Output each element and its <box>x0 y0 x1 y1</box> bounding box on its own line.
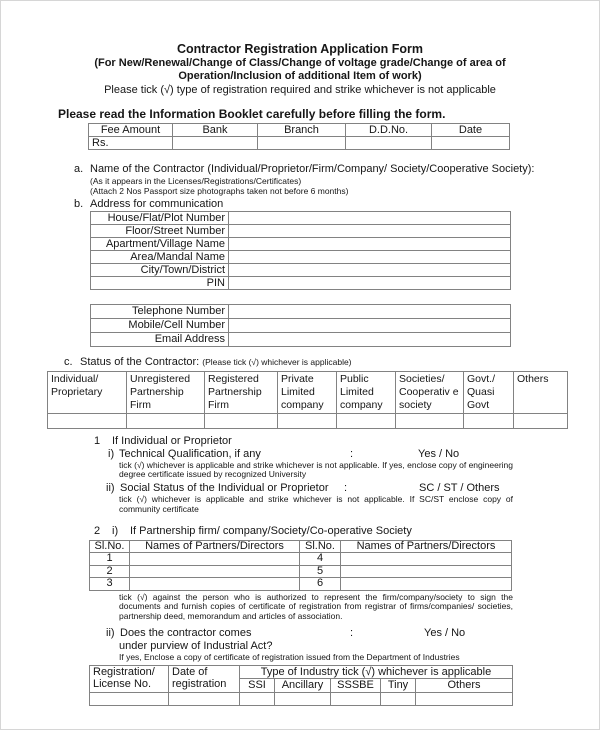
read-booklet-instruction: Please read the Information Booklet carefully before filling the form. <box>58 107 446 121</box>
section-a-heading <box>74 163 542 176</box>
partner-number: 3 <box>90 578 130 591</box>
status-tick-societies <box>396 413 464 428</box>
fee-branch-cell <box>258 137 346 150</box>
contact-input-telephone <box>229 305 511 319</box>
status-table <box>47 371 568 429</box>
fee-ddno-cell <box>346 137 432 150</box>
status-tick-individual <box>48 413 127 428</box>
section-2-sub-label: i) <box>112 524 119 537</box>
address-table <box>90 211 511 290</box>
industry-input-tiny <box>381 692 416 706</box>
item-i-colon: : <box>350 447 354 460</box>
partner-number: 1 <box>90 553 130 566</box>
status-tick-public <box>337 413 396 428</box>
status-header-societies: Societies/ Cooperativ e society <box>396 371 464 413</box>
fee-header-amount: Fee Amount <box>89 124 173 137</box>
contact-row <box>91 305 511 319</box>
section-2-title: If Partnership firm/ company/Society/Co-operative Society <box>130 524 412 537</box>
address-label-apartment: Apartment/Village Name <box>91 238 229 251</box>
address-label-house: House/Flat/Plot Number <box>91 212 229 225</box>
address-label-area: Area/Mandal Name <box>91 251 229 264</box>
fee-header-ddno: D.D.No. <box>346 124 432 137</box>
partner-number: 4 <box>300 553 341 566</box>
item2-ii-line1: Does the contractor comes <box>120 627 252 640</box>
contact-label-mobile: Mobile/Cell Number <box>91 319 229 333</box>
status-header-others: Others <box>514 371 568 413</box>
item2-ii-line2: under purview of Industrial Act? <box>119 640 273 653</box>
status-header-row <box>48 371 568 413</box>
contact-row <box>91 333 511 347</box>
fee-header-branch: Branch <box>258 124 346 137</box>
address-row <box>91 238 511 251</box>
status-tick-unregistered <box>127 413 205 428</box>
partners-tick-note: tick (√) against the person who is authorized to represent the firm/company/society to sign the documents and furnish copies of certificate of registration from registrar of firms/companies/ societies, partnership deed, memorandum and articles of association. <box>119 591 513 622</box>
item-ii-label: ii) <box>106 482 115 495</box>
fee-header-date: Date <box>432 124 510 137</box>
item-i-note: tick (√) whichever is applicable and strike whichever is not applicable. If yes, enclose copy of engineering degree certificate issued by recognized University <box>119 459 513 480</box>
section-a-label: a. <box>74 163 84 175</box>
industry-table <box>89 665 513 707</box>
industry-header-license: Registration/ License No. <box>90 665 169 692</box>
address-label-city: City/Town/District <box>91 264 229 277</box>
industry-input-others <box>416 692 513 706</box>
item2-ii-note: If yes, Enclose a copy of certificate of registration issued from the Department of Industries <box>119 652 460 663</box>
contact-label-telephone: Telephone Number <box>91 305 229 319</box>
industry-subheader-ssi: SSI <box>240 679 275 693</box>
address-input-house <box>229 212 511 225</box>
industry-input-ssi <box>240 692 275 706</box>
section-c-note: (Please tick (√) whichever is applicable) <box>202 357 352 367</box>
tick-instruction: Please tick (√) type of registration required and strike whichever is not applicable <box>104 84 496 96</box>
item-ii-answer: SC / ST / Others <box>419 482 500 495</box>
partners-row <box>90 565 512 578</box>
fee-currency-label: Rs. <box>89 137 173 150</box>
fee-header-bank: Bank <box>173 124 258 137</box>
section-a-note2: (Attach 2 Nos Passport size photographs taken not before 6 months) <box>90 186 349 196</box>
item-ii-colon: : <box>344 482 348 495</box>
status-tick-registered <box>205 413 278 428</box>
item-i-text: Technical Qualification, if any <box>119 447 261 460</box>
industry-input-sssbe <box>331 692 381 706</box>
partner-name-cell <box>130 578 300 591</box>
status-tick-private <box>278 413 337 428</box>
address-row <box>91 225 511 238</box>
section-a-note1: (As it appears in the Licenses/Registrations/Certificates) <box>90 175 302 186</box>
partners-row <box>90 578 512 591</box>
status-tick-govt <box>464 413 514 428</box>
item-ii-text: Social Status of the Individual or Proprietor <box>120 482 329 495</box>
section-2-number: 2 <box>94 524 101 537</box>
item2-ii-answer: Yes / No <box>424 627 466 640</box>
contact-input-mobile <box>229 319 511 333</box>
partner-name-cell <box>341 553 512 566</box>
status-header-registered: Registered Partnership Firm <box>205 371 278 413</box>
section-1-title: If Individual or Proprietor <box>112 434 232 447</box>
section-c-label: c. <box>64 356 73 368</box>
item2-ii-label: ii) <box>106 627 115 640</box>
fee-value-row <box>89 137 510 150</box>
section-1-heading <box>1 435 599 448</box>
industry-input-ancillary <box>275 692 331 706</box>
item-i-label: i) <box>108 447 115 460</box>
industry-header-row-1 <box>90 665 513 679</box>
industry-subheader-sssbe: SSSBE <box>331 679 381 693</box>
question-social-status <box>1 482 599 495</box>
section-2-heading <box>1 525 599 538</box>
address-label-floor: Floor/Street Number <box>91 225 229 238</box>
contact-label-email: Email Address <box>91 333 229 347</box>
partner-name-cell <box>130 553 300 566</box>
status-tick-others <box>514 413 568 428</box>
address-row <box>91 212 511 225</box>
question-industrial-act <box>1 627 599 640</box>
section-b-heading <box>74 197 599 211</box>
fee-table <box>88 123 510 150</box>
address-input-pin <box>229 277 511 290</box>
industry-input-license <box>90 692 169 706</box>
industry-subheader-ancillary: Ancillary <box>275 679 331 693</box>
partners-header-names-right: Names of Partners/Directors <box>341 540 512 553</box>
address-row <box>91 277 511 290</box>
industry-subheader-tiny: Tiny <box>381 679 416 693</box>
question-industrial-act-line2 <box>1 640 599 653</box>
question-technical-qualification <box>1 448 599 461</box>
partner-number: 2 <box>90 565 130 578</box>
partners-header-slno-right: Sl.No. <box>300 540 341 553</box>
address-row <box>91 264 511 277</box>
section-1-number: 1 <box>94 434 101 447</box>
section-b-label: b. <box>74 197 84 210</box>
item-i-answer: Yes / No <box>418 447 460 460</box>
section-b-text: Address for communication <box>90 197 224 210</box>
partners-table <box>89 540 512 591</box>
status-header-individual: Individual/ Proprietary <box>48 371 127 413</box>
item-ii-note: tick (√) whichever is applicable and strike whichever is not applicable. If SC/ST enclose copy of community certificate <box>119 494 513 514</box>
industry-input-row <box>90 692 513 706</box>
section-c-text: Status of the Contractor: <box>80 356 200 368</box>
status-header-unregistered: Unregistered Partnership Firm <box>127 371 205 413</box>
partner-name-cell <box>341 578 512 591</box>
industry-subheader-others: Others <box>416 679 513 693</box>
partners-header-slno-left: Sl.No. <box>90 540 130 553</box>
status-header-govt: Govt./ Quasi Govt <box>464 371 514 413</box>
fee-date-cell <box>432 137 510 150</box>
contact-table <box>90 304 511 347</box>
contact-input-email <box>229 333 511 347</box>
partners-header-names-left: Names of Partners/Directors <box>130 540 300 553</box>
item2-ii-colon: : <box>350 627 354 640</box>
partners-row <box>90 553 512 566</box>
address-input-apartment <box>229 238 511 251</box>
section-c-heading <box>64 356 599 369</box>
form-title: Contractor Registration Application Form <box>176 42 424 56</box>
address-row <box>91 251 511 264</box>
partner-number: 6 <box>300 578 341 591</box>
fee-header-row <box>89 124 510 137</box>
industry-header-type: Type of Industry tick (√) whichever is applicable <box>240 665 513 679</box>
status-tick-row <box>48 413 568 428</box>
address-input-city <box>229 264 511 277</box>
partner-number: 5 <box>300 565 341 578</box>
contact-row <box>91 319 511 333</box>
partner-name-cell <box>341 565 512 578</box>
form-subtitle: (For New/Renewal/Change of Class/Change of voltage grade/Change of area of Operation/Inclusion of additional Item of work) <box>94 57 506 82</box>
partners-header-row <box>90 540 512 553</box>
fee-bank-cell <box>173 137 258 150</box>
status-header-public: Public Limited company <box>337 371 396 413</box>
industry-header-date: Date of registration <box>169 665 240 692</box>
address-input-floor <box>229 225 511 238</box>
partner-name-cell <box>130 565 300 578</box>
industry-input-date <box>169 692 240 706</box>
status-header-private: Private Limited company <box>278 371 337 413</box>
address-input-area <box>229 251 511 264</box>
address-label-pin: PIN <box>91 277 229 290</box>
section-a-text: Name of the Contractor (Individual/Proprietor/Firm/Company/ Society/Cooperative Society): <box>90 163 535 175</box>
